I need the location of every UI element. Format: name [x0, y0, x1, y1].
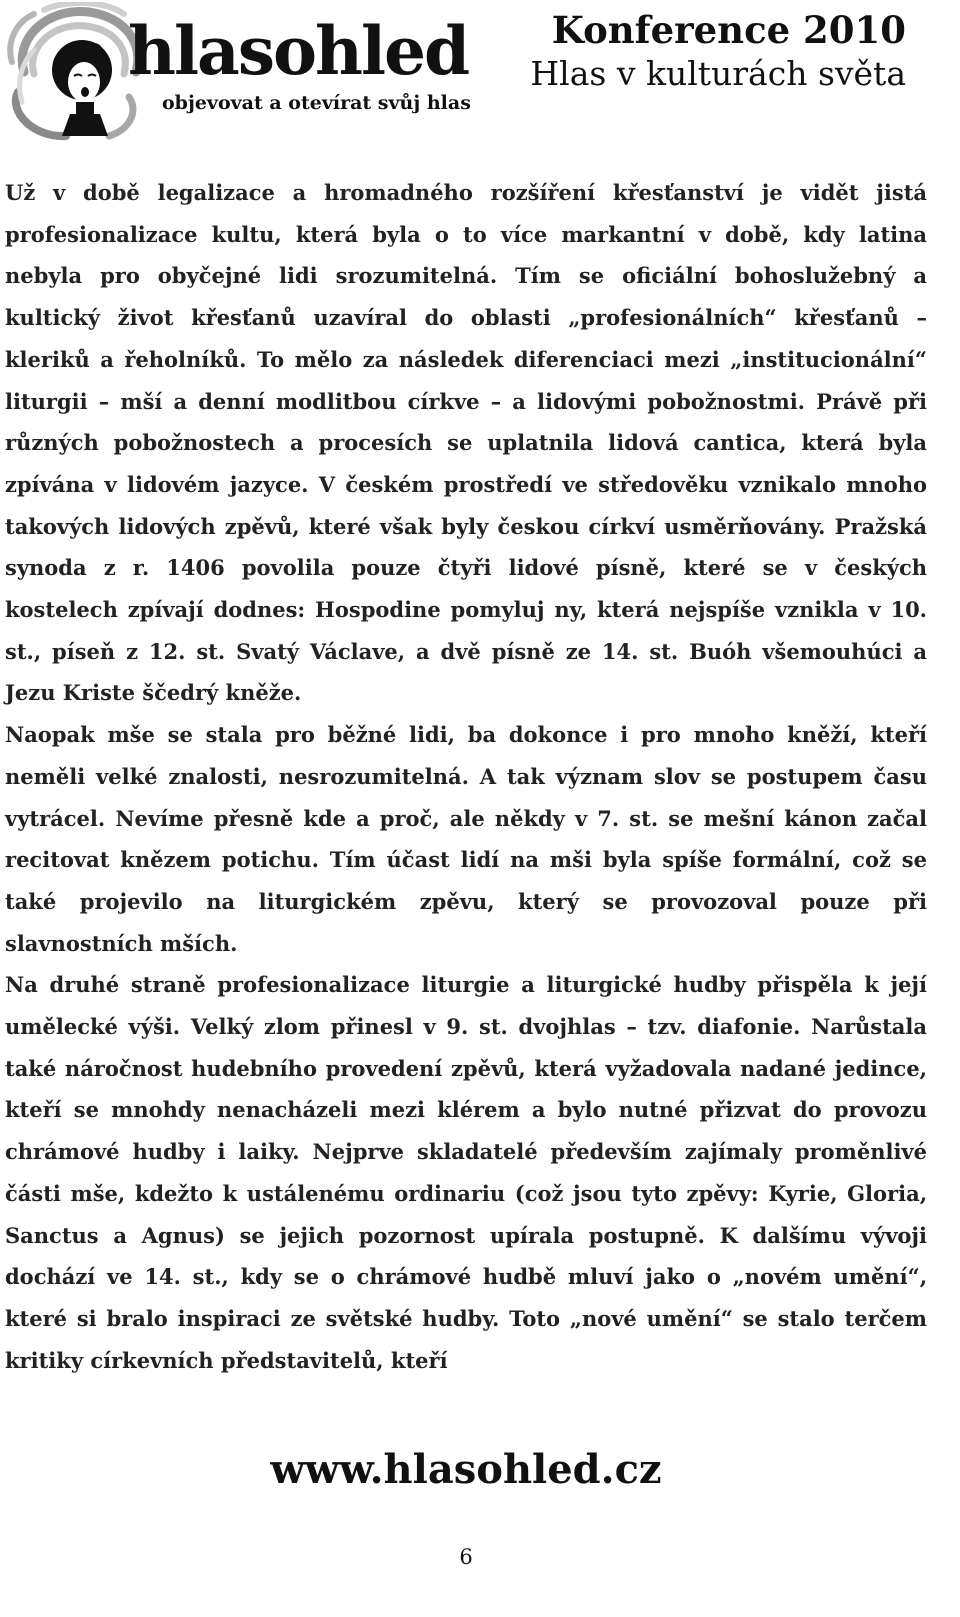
logo-tagline: objevovat a otevírat svůj hlas — [162, 92, 471, 114]
footer-website-link[interactable]: www.hlasohled.cz — [270, 1446, 662, 1493]
page-number: 6 — [459, 1545, 473, 1569]
conference-subtitle: Hlas v kulturách světa — [530, 54, 906, 93]
paragraph: Na druhé straně profesionalizace liturgie a liturgické hudby přispěla k její umělecké výši. Velký zlom přinesl v 9. st. dvojhlas – tzv. diafonie. Narůstala také náročnost hudebního provedení zpěvů, která vyžadovala nadané jedince, kteří se mnohdy nenacházeli mezi klérem a bylo nutné přizvat do provozu chrámové hudby i laiky. Nejprve skladatelé především zajímaly proměnlivé části mše, kdežto k ustálenému ordinariu (což jsou tyto zpěvy: Kyrie, Gloria, Sanctus a Agnus) se jejich pozornost upírala postupně. K dalšímu vývoji dochází ve 14. st., kdy se o chrámové hudbě mluví jako o „novém umění“, které si bralo inspiraci ze světské hudby. Toto „nové umění“ se stalo terčem kritiky církevních představitelů, kteří — [5, 972, 927, 1373]
article-body — [5, 172, 927, 1381]
logo-name: hlasohled — [128, 12, 469, 90]
conference-title: Konference 2010 — [551, 8, 906, 52]
page-header — [0, 0, 960, 150]
paragraph: Už v době legalizace a hromadného rozšíření křesťanství je vidět jistá profesionalizace kultu, která byla o to více markantní v době, kdy latina nebyla pro obyčejné lidi srozumitelná. Tím se oficiální bohoslužebný a kultický život křesťanů uzavíral do oblasti „profesionálních“ křesťanů – kleriků a řeholníků. To mělo za následek diferenciaci mezi „institucionální“ liturgii – mší a denní modlitbou církve – a lidovými pobožnostmi. Právě při různých pobožnostech a procesích se uplatnila lidová cantica, která byla zpívána v lidovém jazyce. V českém prostředí ve středověku vznikalo mnoho takových lidových zpěvů, které však byly českou církví usměrňovány. Pražská synoda z r. 1406 povolila pouze čtyři lidové písně, které se v českých kostelech zpívají dodnes: Hospodine pomyluj ny, která nejspíše vznikla v 10. st., píseň z 12. st. Svatý Václave, a dvě písně ze 14. st. Buóh všemouhúci a Jezu Kriste ščedrý kněže. — [5, 180, 927, 706]
paragraph: Naopak mše se stala pro běžné lidi, ba dokonce i pro mnoho kněží, kteří neměli velké znalosti, nesrozumitelná. A tak význam slov se postupem času vytrácel. Nevíme přesně kde a proč, ale někdy v 7. st. se mešní kánon začal recitovat knězem potichu. Tím účast lidí na mši byla spíše formální, což se také projevilo na liturgickém zpěvu, který se provozoval pouze při slavnostních mších. — [5, 722, 927, 956]
